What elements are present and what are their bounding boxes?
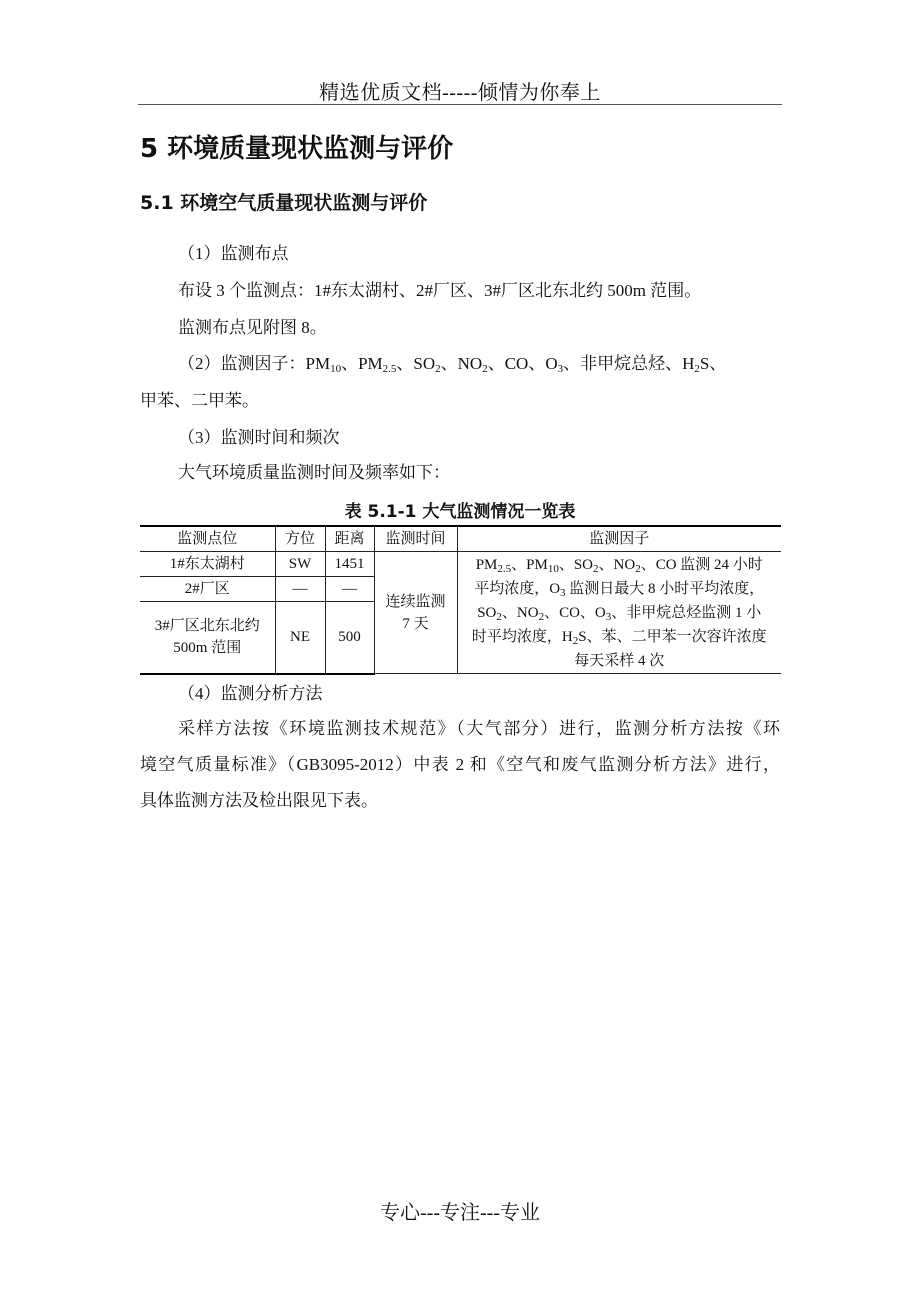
- paragraph-time-heading: （3）监测时间和频次: [178, 428, 340, 447]
- factor-nmhc: 非甲烷总烃: [580, 354, 666, 373]
- factor-o3: $O_3$: [545, 354, 564, 375]
- cell-direction: NE: [275, 602, 325, 674]
- factor-pm25: $PM_{2.5}$: [358, 354, 397, 375]
- factor-pm10: $PM_{10}$: [305, 354, 342, 375]
- table-header-row: [140, 526, 781, 552]
- cell-monitoring-time: 连续监测 7 天: [374, 552, 457, 674]
- cell-site: 1#东太湖村: [140, 552, 275, 577]
- paragraph-monitoring-points: 布设 3 个监测点：1#东太湖村、2#厂区、3#厂区北东北约 500m 范围。: [178, 281, 702, 300]
- header-time: 监测时间: [374, 526, 457, 552]
- paragraph-layout-figure: 监测布点见附图 8。: [178, 318, 327, 337]
- header-site: 监测点位: [140, 526, 275, 552]
- page-header: 精选优质文档-----倾情为你奉上: [319, 82, 601, 104]
- subsection-title: 5.1 环境空气质量现状监测与评价: [140, 192, 428, 214]
- cell-monitoring-factors: $PM_{2.5}$、$PM_{10}$、$SO_2$、$NO_2$、CO 监测 24 小时 平均浓度，$O_3$ 监测日最大 8 小时平均浓度， $SO_2$、$NO_2$、CO、$O_3$、非甲烷总烃监测 1 小 时平均浓度，$H_2S$、苯、二甲苯一次容许浓度 每天采样 4 次: [457, 552, 781, 674]
- factor-h2s: $H_2S$: [682, 354, 710, 375]
- table-row: [140, 552, 781, 577]
- paragraph-methods-line1: 采样方法按《环境监测技术规范》（大气部分）进行，监测分析方法按《环: [178, 719, 780, 738]
- factor-no2: $NO_2$: [457, 354, 488, 375]
- cell-distance: 1451: [325, 552, 374, 577]
- page-footer: 专心---专注---专业: [380, 1202, 540, 1224]
- paragraph-time-intro: 大气环境质量监测时间及频率如下：: [178, 463, 450, 482]
- paragraph-factors-continued: 甲苯、二甲苯。: [140, 391, 259, 410]
- paragraph-factors: （2）监测因子：$PM_{10}$、$PM_{2.5}$、$SO_2$、$NO_2$、CO、$O_3$、非甲烷总烃、$H_2S$、: [178, 354, 727, 375]
- paragraph-methods-line3: 具体监测方法及检出限见下表。: [140, 791, 378, 810]
- monitoring-table: [140, 525, 781, 675]
- header-direction: 方位: [275, 526, 325, 552]
- header-rule: [138, 104, 782, 105]
- section-title: 5 环境质量现状监测与评价: [140, 134, 454, 164]
- paragraph-methods-heading: （4）监测分析方法: [178, 684, 323, 703]
- header-distance: 距离: [325, 526, 374, 552]
- cell-site: 3#厂区北东北约 500m 范围: [140, 602, 275, 674]
- factor-so2: $SO_2$: [413, 354, 441, 375]
- cell-distance: 500: [325, 602, 374, 674]
- cell-site: 2#厂区: [140, 577, 275, 602]
- cell-direction: SW: [275, 552, 325, 577]
- cell-direction: —: [275, 577, 325, 602]
- paragraph-monitoring-points-heading: （1）监测布点: [178, 244, 289, 263]
- cell-distance: —: [325, 577, 374, 602]
- header-factors: 监测因子: [457, 526, 781, 552]
- paragraph-methods-line2: 境空气质量标准》（GB3095-2012）中表 2 和《空气和废气监测分析方法》进行，: [140, 755, 780, 774]
- table-caption: 表 5.1-1 大气监测情况一览表: [344, 502, 576, 522]
- factors-prefix: （2）监测因子：: [178, 354, 306, 373]
- factor-co: CO: [504, 354, 529, 373]
